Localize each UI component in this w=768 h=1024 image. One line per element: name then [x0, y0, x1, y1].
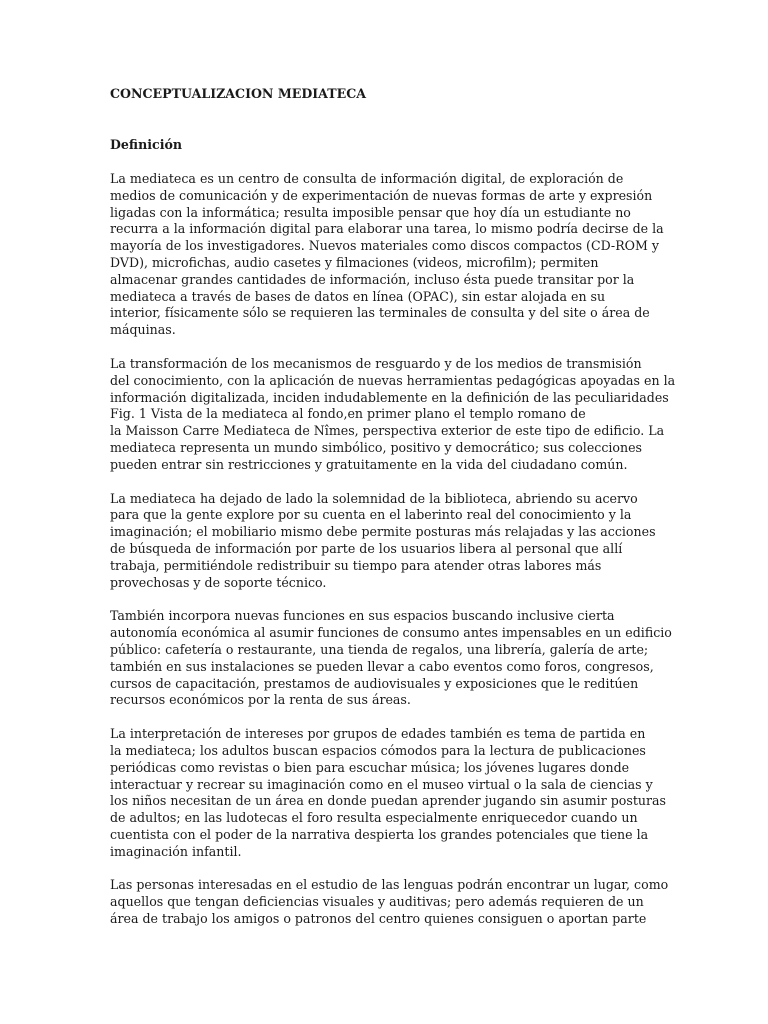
text-line: aquellos que tengan deficiencias visuales y auditivas; pero además requieren de un [110, 894, 644, 910]
text-line: También incorpora nuevas funciones en sus espacios buscando inclusive cierta [110, 608, 615, 624]
text-line: La transformación de los mecanismos de resguardo y de los medios de transmisión [110, 355, 642, 371]
text-line: Las personas interesadas en el estudio de las lenguas podrán encontrar un lugar, como [110, 877, 669, 893]
text-line: para que la gente explore por su cuenta en el laberinto real del conocimiento y la [110, 507, 632, 523]
text-line: también en sus instalaciones se pueden llevar a cabo eventos como foros, congresos, [110, 658, 654, 674]
text-line: almacenar grandes cantidades de información, incluso ésta puede transitar por la [110, 271, 635, 287]
text-line: de búsqueda de información por parte de los usuarios libera al personal que allí [110, 540, 623, 556]
text-line: periódicas como revistas o bien para escuchar música; los jóvenes lugares donde [110, 759, 630, 775]
paragraph [110, 726, 666, 860]
text-line: imaginación; el mobiliario mismo debe permite posturas más relajadas y las acciones [110, 524, 656, 540]
text-line: la Maisson Carre Mediateca de Nîmes, perspectiva exterior de este tipo de edificio. La [110, 423, 665, 439]
text-line: área de trabajo los amigos o patronos del centro quienes consiguen o aportan parte [110, 911, 647, 927]
paragraph [110, 877, 669, 927]
text-line: ligadas con la informática; resulta imposible pensar que hoy día un estudiante no [110, 204, 631, 220]
text-line: pueden entrar sin restricciones y gratuitamente en la vida del ciudadano común. [110, 456, 628, 472]
paragraph [110, 608, 672, 709]
text-line: autonomía económica al asumir funciones de consumo antes impensables en un edificio [110, 625, 672, 641]
text-line: imaginación infantil. [110, 843, 242, 859]
paragraph-list [110, 171, 676, 928]
text-line: de adultos; en las ludotecas el foro resulta especialmente enriquecedor cuando un [110, 810, 638, 826]
text-line: DVD), microfichas, audio casetes y filmaciones (videos, microfilm); permiten [110, 254, 599, 270]
paragraph [110, 355, 676, 474]
text-line: la mediateca; los adultos buscan espacios cómodos para la lectura de publicaciones [110, 742, 646, 758]
text-line: cuentista con el poder de la narrativa despierta los grandes potenciales que tiene la [110, 826, 649, 842]
section-heading: Definición [110, 137, 183, 152]
text-line: La interpretación de intereses por grupos de edades también es tema de partida en [110, 726, 646, 742]
paragraph [110, 171, 664, 339]
paragraph [110, 491, 658, 592]
text-line: recurra a la información digital para elaborar una tarea, lo mismo podría decirse de la [110, 221, 664, 237]
text-line: mayoría de los investigadores. Nuevos materiales como discos compactos (CD-ROM y [110, 238, 660, 254]
text-line: interactuar y recrear su imaginación como en el museo virtual o la sala de ciencias y [110, 776, 653, 792]
text-line: información digitalizada, inciden indudablemente en la definición de las peculiaridades [110, 389, 669, 405]
document-body [110, 86, 676, 928]
text-line: máquinas. [110, 322, 176, 338]
text-line: cursos de capacitación, prestamos de audiovisuales y exposiciones que le reditúen [110, 675, 639, 691]
text-line: del conocimiento, con la aplicación de nuevas herramientas pedagógicas apoyadas en la [110, 372, 676, 388]
text-line: La mediateca es un centro de consulta de información digital, de exploración de [110, 171, 624, 186]
text-line: interior, físicamente sólo se requieren las terminales de consulta y del site o área de [110, 305, 650, 321]
text-line: medios de comunicación y de experimentación de nuevas formas de arte y expresión [110, 187, 653, 203]
text-line: mediateca a través de bases de datos en línea (OPAC), sin estar alojada en su [110, 288, 606, 304]
text-line: recursos económicos por la renta de sus áreas. [110, 692, 411, 708]
text-line: los niños necesitan de un área en donde puedan aprender jugando sin asumir posturas [110, 793, 666, 809]
text-line: Fig. 1 Vista de la mediateca al fondo,en primer plano el templo romano de [110, 406, 586, 422]
text-line: trabaja, permitiéndole redistribuir su tiempo para atender otras labores más [110, 557, 602, 573]
text-line: mediateca representa un mundo simbólico, positivo y democrático; sus colecciones [110, 439, 643, 455]
text-line: público: cafetería o restaurante, una tienda de regalos, una librería, galería de arte; [110, 641, 649, 657]
text-line: La mediateca ha dejado de lado la solemnidad de la biblioteca, abriendo su acervo [110, 490, 638, 506]
text-line: provechosas y de soporte técnico. [110, 574, 327, 590]
document-title: CONCEPTUALIZACION MEDIATECA [110, 86, 367, 101]
